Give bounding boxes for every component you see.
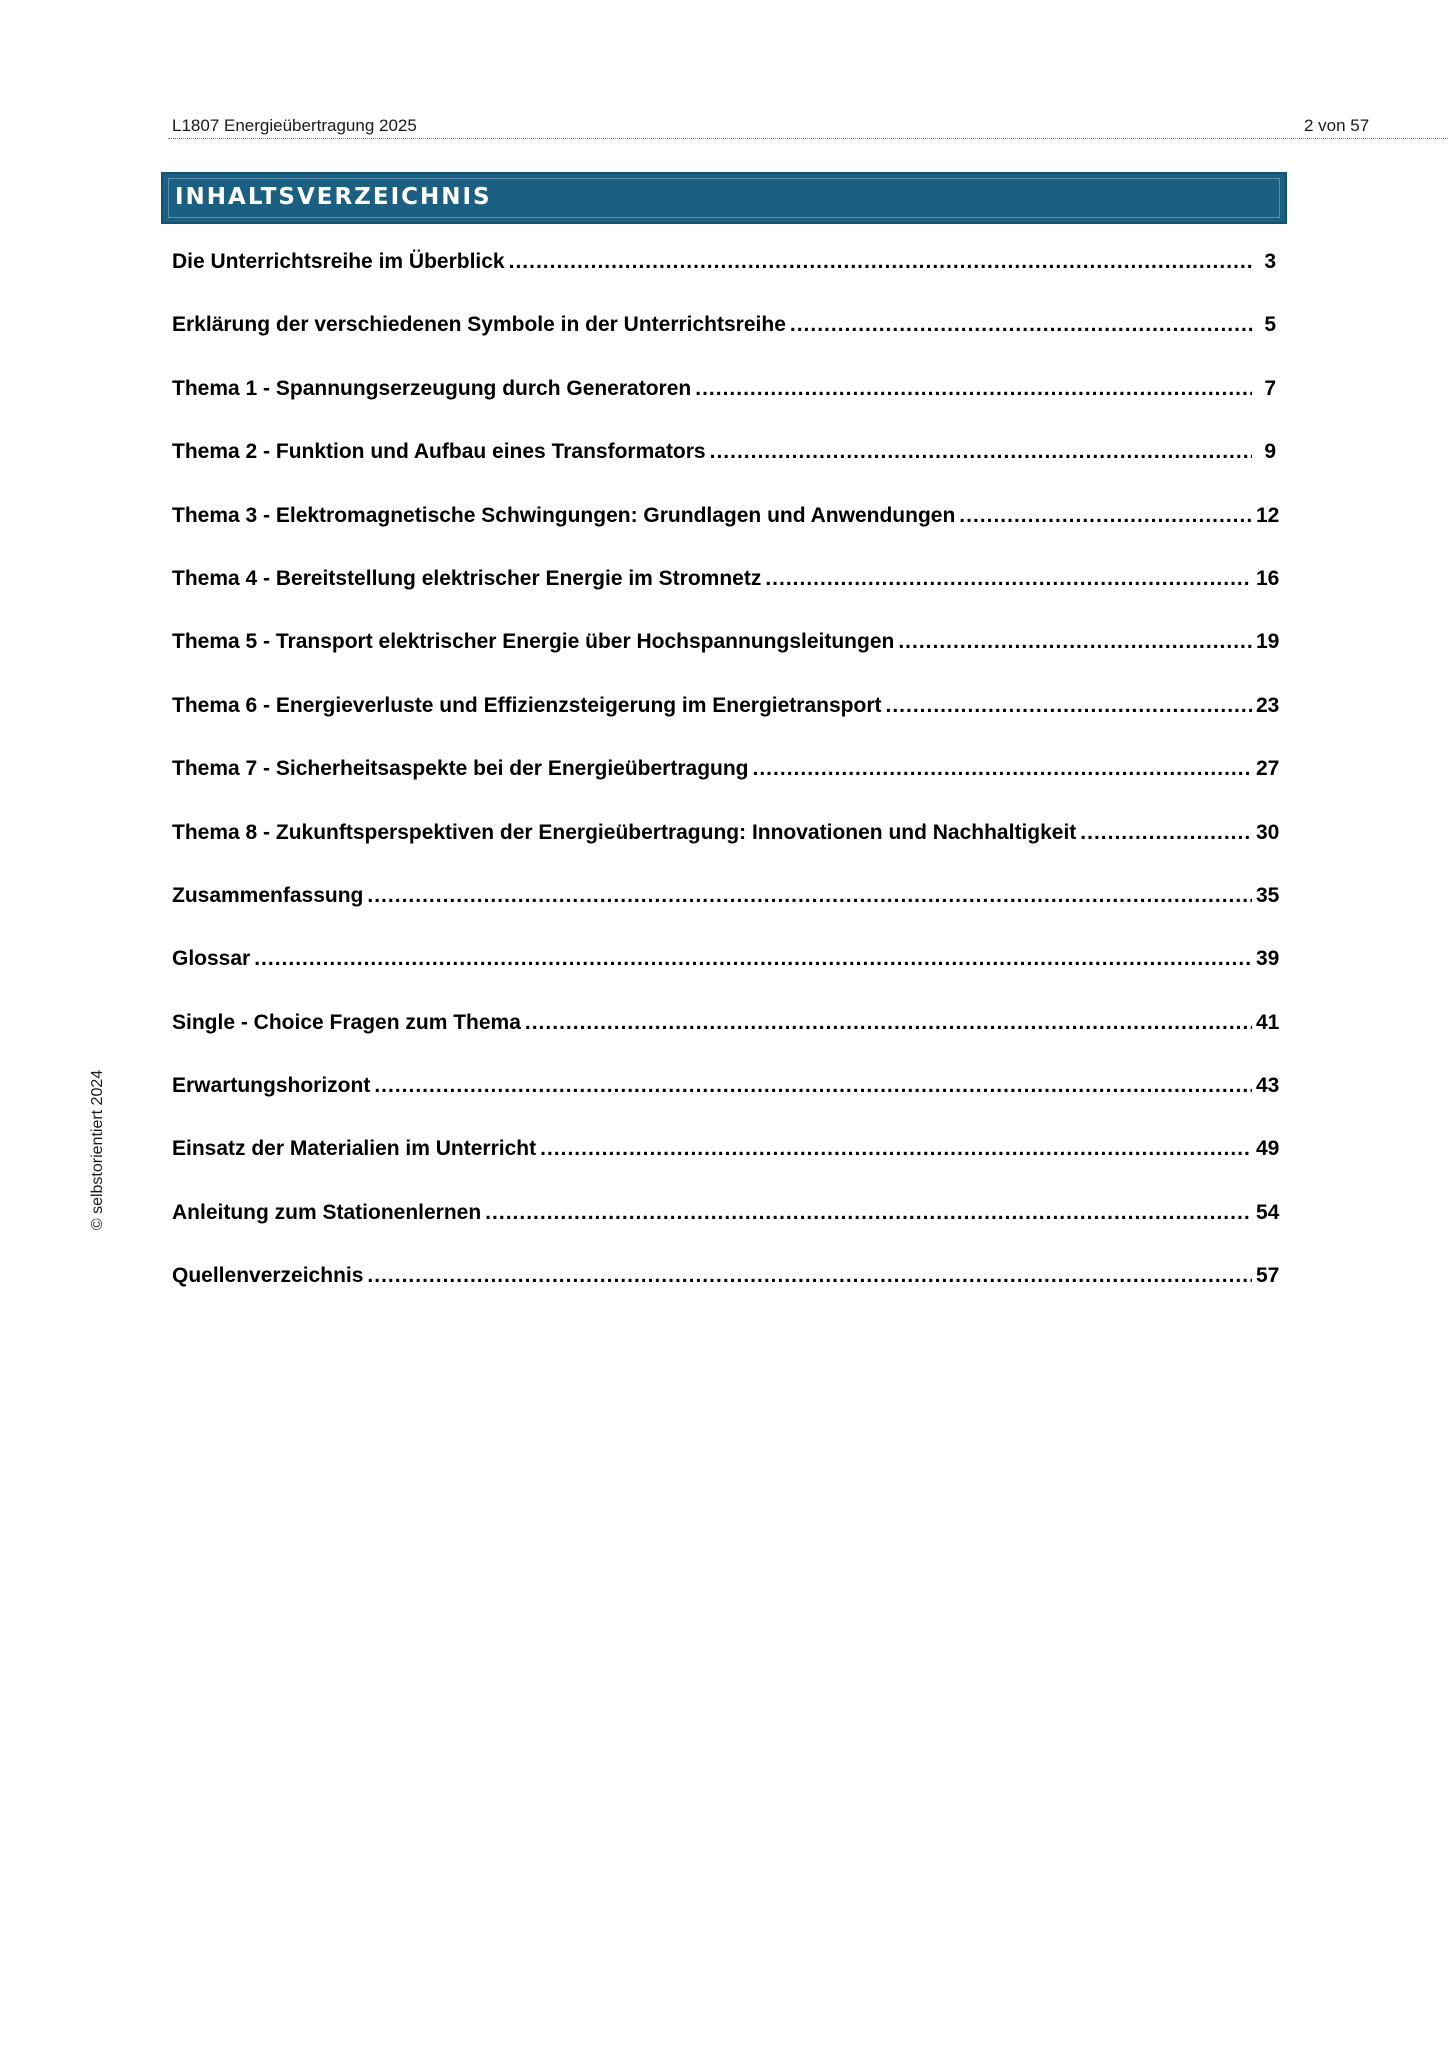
toc-entry[interactable] bbox=[172, 440, 1276, 503]
dot-leader bbox=[959, 504, 1252, 528]
toc-entry[interactable] bbox=[172, 883, 1280, 947]
toc-entry-page: 30 bbox=[1256, 820, 1280, 844]
dot-leader bbox=[367, 884, 1252, 908]
dot-leader bbox=[509, 250, 1252, 274]
dot-leader bbox=[367, 1264, 1252, 1288]
toc-entry-page: 12 bbox=[1256, 503, 1280, 527]
toc-entry-title: Thema 4 - Bereitstellung elektrischer Energie im Stromnetz bbox=[172, 566, 762, 590]
toc-entry-title: Glossar bbox=[172, 947, 251, 971]
toc-entry-title: Thema 5 - Transport elektrischer Energie über Hochspannungsleitungen bbox=[172, 630, 895, 654]
toc-entry[interactable] bbox=[172, 1074, 1280, 1137]
toc-entry-page: 3 bbox=[1264, 250, 1276, 273]
document-title: L1807 Energieübertragung 2025 bbox=[172, 116, 417, 135]
toc-entry[interactable] bbox=[172, 1010, 1280, 1074]
dot-leader bbox=[485, 1201, 1252, 1225]
toc-entry[interactable] bbox=[172, 693, 1280, 757]
toc-entry-title: Anleitung zum Stationenlernen bbox=[172, 1200, 482, 1224]
toc-entry-title: Thema 2 - Funktion und Aufbau eines Transformators bbox=[172, 440, 706, 464]
toc-entry[interactable] bbox=[172, 820, 1280, 884]
toc-entry-title: Thema 6 - Energieverluste und Effizienzsteigerung im Energietransport bbox=[172, 693, 882, 717]
dot-leader bbox=[525, 1011, 1252, 1035]
toc-entry-page: 57 bbox=[1256, 1264, 1280, 1288]
toc-entry-page: 49 bbox=[1256, 1137, 1280, 1161]
page-header bbox=[168, 112, 1448, 139]
dot-leader bbox=[254, 947, 1252, 971]
toc-heading-banner bbox=[161, 172, 1287, 224]
toc-entry[interactable] bbox=[172, 503, 1280, 567]
dot-leader bbox=[695, 377, 1252, 401]
toc-entry-title: Erwartungshorizont bbox=[172, 1074, 371, 1098]
toc-entry[interactable] bbox=[172, 630, 1280, 693]
toc-entry-title: Thema 8 - Zukunftsperspektiven der Energieübertragung: Innovationen und Nachhaltigkeit bbox=[172, 820, 1077, 844]
toc-entry-title: Thema 3 - Elektromagnetische Schwingungen: Grundlagen und Anwendungen bbox=[172, 503, 956, 527]
toc-entry[interactable] bbox=[172, 250, 1276, 313]
toc-entry-page: 35 bbox=[1256, 883, 1280, 907]
toc-entry[interactable] bbox=[172, 1137, 1280, 1200]
toc-entry-page: 39 bbox=[1256, 947, 1280, 971]
dot-leader bbox=[898, 630, 1252, 654]
dot-leader bbox=[765, 567, 1252, 591]
toc-entry[interactable] bbox=[172, 377, 1276, 440]
toc-entry-title: Quellenverzeichnis bbox=[172, 1264, 364, 1288]
copyright-note: © selbstorientiert 2024 bbox=[89, 1069, 106, 1231]
dot-leader bbox=[1080, 821, 1252, 845]
toc-entry-page: 54 bbox=[1256, 1200, 1280, 1224]
toc-entry[interactable] bbox=[172, 313, 1276, 376]
toc-entry-title: Einsatz der Materialien im Unterricht bbox=[172, 1137, 537, 1161]
dot-leader bbox=[790, 313, 1252, 337]
toc-entry-page: 9 bbox=[1264, 440, 1276, 464]
toc-entry-page: 43 bbox=[1256, 1074, 1280, 1098]
toc-entry-page: 16 bbox=[1256, 566, 1280, 590]
toc-entry-page: 27 bbox=[1256, 757, 1280, 781]
toc-entry[interactable] bbox=[172, 1264, 1280, 1327]
toc-entry-page: 41 bbox=[1256, 1010, 1280, 1034]
toc-entry-page: 19 bbox=[1256, 630, 1280, 654]
toc-entry[interactable] bbox=[172, 947, 1280, 1010]
toc-entry[interactable] bbox=[172, 757, 1280, 820]
toc-entry-title: Thema 1 - Spannungserzeugung durch Generatoren bbox=[172, 376, 692, 400]
dot-leader bbox=[885, 694, 1252, 718]
toc-entry-title: Thema 7 - Sicherheitsaspekte bei der Energieübertragung bbox=[172, 757, 749, 781]
page-number: 2 von 57 bbox=[1304, 116, 1370, 135]
toc-entry-title: Die Unterrichtsreihe im Überblick bbox=[172, 250, 505, 273]
toc-entry-page: 23 bbox=[1256, 693, 1280, 717]
dot-leader bbox=[710, 440, 1252, 464]
toc-entry-page: 7 bbox=[1264, 376, 1276, 400]
toc-heading: INHALTSVERZEICHNIS bbox=[175, 184, 492, 210]
toc-entry-page: 5 bbox=[1264, 313, 1276, 337]
table-of-contents bbox=[172, 250, 1280, 1328]
dot-leader bbox=[753, 757, 1252, 781]
dot-leader bbox=[540, 1137, 1252, 1161]
toc-entry[interactable] bbox=[172, 1200, 1280, 1264]
toc-entry-title: Single - Choice Fragen zum Thema bbox=[172, 1010, 521, 1034]
toc-entry[interactable] bbox=[172, 566, 1280, 630]
toc-entry-title: Erklärung der verschiedenen Symbole in der Unterrichtsreihe bbox=[172, 313, 786, 337]
dot-leader bbox=[374, 1074, 1252, 1098]
toc-entry-title: Zusammenfassung bbox=[172, 883, 364, 907]
